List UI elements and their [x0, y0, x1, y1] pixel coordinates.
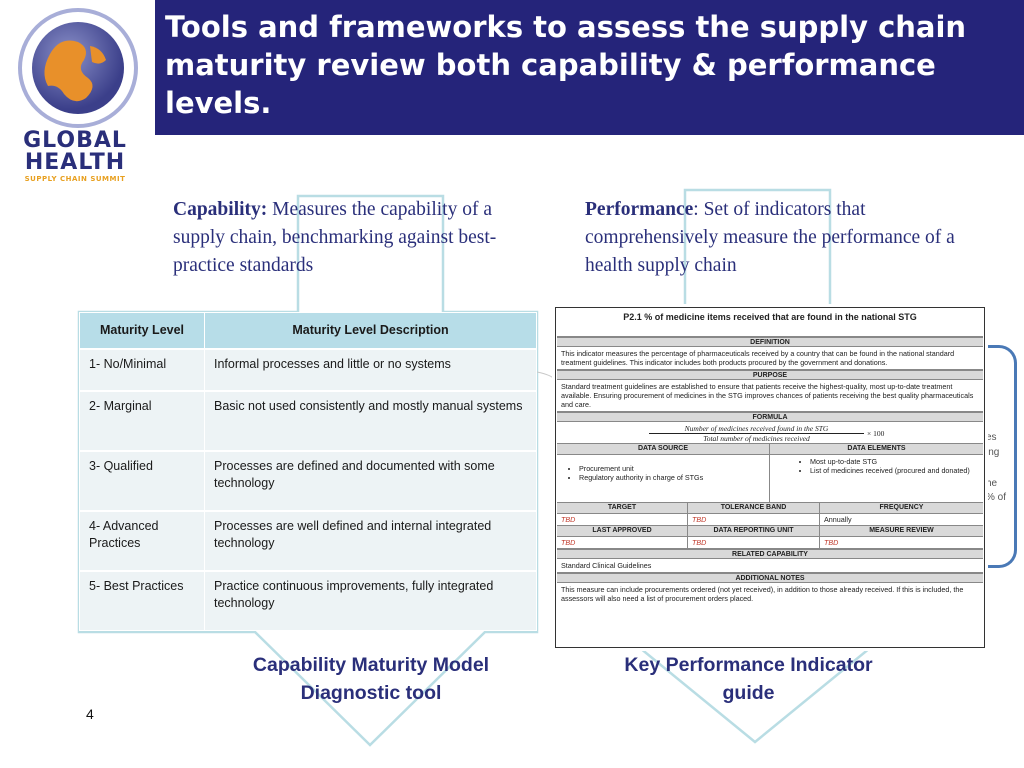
maturity-description-cell: Basic not used consistently and mostly manual systems: [205, 391, 537, 451]
capability-text: Measures the capability of a supply chain, benchmarking against best-practice standards: [173, 199, 497, 276]
side-card-fragment: ing: [986, 447, 1000, 458]
kpi-data-header-row: [557, 444, 983, 455]
maturity-level-cell: 2- Marginal: [80, 391, 205, 451]
formula-multiplier: × 100: [867, 429, 885, 438]
performance-description: [585, 196, 965, 280]
kpi-sheet-body: [557, 309, 983, 627]
data-element-item: • List of medicines received (procured and donated): [810, 467, 979, 476]
maturity-description-cell: Practice continuous improvements, fully integrated technology: [205, 571, 537, 631]
kpi-target-row: [557, 514, 983, 526]
table-row: [80, 571, 537, 631]
maturity-level-cell: 1- No/Minimal: [80, 349, 205, 391]
kpi-target-header-row: [557, 503, 983, 514]
kpi-data-elements-header: DATA ELEMENTS: [770, 444, 983, 454]
capability-tool-label: Capability Maturity Model Diagnostic tool: [252, 654, 490, 704]
formula-fraction: [649, 424, 864, 443]
capability-lead: Capability:: [173, 199, 268, 220]
kpi-data-elements: [770, 455, 983, 502]
kpi-approval-row: [557, 537, 983, 549]
kpi-purpose: Standard treatment guidelines are established to ensure that patients receive the highest-quality, most up-to-date treatment available. Ensuring procurement of medicines in the STG improves chances of patients receiving the best quality pharmaceuticals and care.: [557, 380, 983, 412]
kpi-tolerance-header: TOLERANCE BAND: [688, 503, 820, 513]
table-row: [80, 511, 537, 571]
kpi-data-row: [557, 455, 983, 503]
maturity-description-cell: Informal processes and little or no systems: [205, 349, 537, 391]
kpi-related-capability: Standard Clinical Guidelines: [557, 559, 983, 573]
kpi-purpose-header: PURPOSE: [557, 370, 983, 380]
header-maturity-level: Maturity Level: [80, 313, 205, 349]
slide-title: Tools and frameworks to assess the supply chain maturity review both capability & performance levels.: [165, 10, 967, 120]
kpi-related-capability-header: RELATED CAPABILITY: [557, 549, 983, 559]
kpi-additional-notes: This measure can include procurements ordered (not yet received), in addition to those already received. If this is included, the assessors will also need a list of procurement orders placed.: [561, 585, 964, 603]
performance-lead: Performance: [585, 199, 694, 220]
logo-text-summit: SUPPLY CHAIN SUMMIT: [24, 175, 126, 183]
formula-denominator: Total number of medicines received: [703, 434, 810, 443]
kpi-frequency: Annually: [824, 515, 852, 524]
kpi-formula: [557, 422, 983, 444]
kpi-approval-header-row: [557, 526, 983, 537]
maturity-description-cell: Processes are defined and documented with some technology: [205, 451, 537, 511]
kpi-frequency-header: FREQUENCY: [820, 503, 983, 513]
kpi-target-header: TARGET: [557, 503, 688, 513]
globe-icon: [10, 6, 145, 136]
side-card-fragment: he: [986, 478, 998, 489]
logo-text-global: GLOBAL: [23, 128, 127, 153]
kpi-formula-header: FORMULA: [557, 412, 983, 422]
logo-text-health: HEALTH: [24, 150, 126, 175]
table-header-row: [80, 313, 537, 349]
side-card-fragment: % of: [986, 492, 1007, 503]
table-row: [80, 349, 537, 391]
formula-numerator: Number of medicines received found in the STG: [649, 424, 864, 434]
kpi-additional-notes-header: ADDITIONAL NOTES: [557, 573, 983, 583]
data-source-item: • Procurement unit: [579, 465, 765, 474]
kpi-measure-review: TBD: [824, 538, 839, 547]
maturity-level-table: [79, 312, 537, 631]
kpi-reporting-unit-header: DATA REPORTING UNIT: [688, 526, 820, 536]
kpi-tolerance: TBD: [688, 514, 820, 525]
maturity-description-cell: Processes are well defined and internal integrated technology: [205, 511, 537, 571]
kpi-data-source: [557, 455, 770, 502]
kpi-definition: This indicator measures the percentage of pharmaceuticals received by a country that can be found in the national standard treatment guidelines. This indicator includes both products procured by the government and donations.: [557, 347, 983, 370]
performance-text: : Set of indicators that comprehensively measure the performance of a health supply chain: [585, 199, 955, 276]
kpi-reporting-unit: TBD: [688, 537, 820, 548]
kpi-last-approved-header: LAST APPROVED: [557, 526, 688, 536]
kpi-last-approved: TBD: [557, 537, 688, 548]
maturity-level-cell: 5- Best Practices: [80, 571, 205, 631]
kpi-measure-review-header: MEASURE REVIEW: [820, 526, 983, 536]
table-row: [80, 451, 537, 511]
performance-tool-label: Key Performance Indicator guide: [624, 654, 873, 704]
data-source-item: • Regulatory authority in charge of STGs: [579, 474, 765, 483]
page-number: 4: [86, 706, 94, 722]
kpi-title: P2.1 % of medicine items received that are found in the national STG: [557, 309, 983, 337]
capability-description: [173, 196, 545, 280]
data-element-item: • Most up-to-date STG: [810, 458, 979, 467]
maturity-level-cell: 4- Advanced Practices: [80, 511, 205, 571]
kpi-data-source-header: DATA SOURCE: [557, 444, 770, 454]
side-card-fragment: es: [986, 432, 997, 443]
table-row: [80, 391, 537, 451]
connector-curve: [537, 372, 555, 380]
kpi-definition-header: DEFINITION: [557, 337, 983, 347]
kpi-reference-sheet: [555, 307, 985, 648]
kpi-target: TBD: [557, 514, 688, 525]
maturity-level-cell: 3- Qualified: [80, 451, 205, 511]
header-maturity-description: Maturity Level Description: [205, 313, 537, 349]
